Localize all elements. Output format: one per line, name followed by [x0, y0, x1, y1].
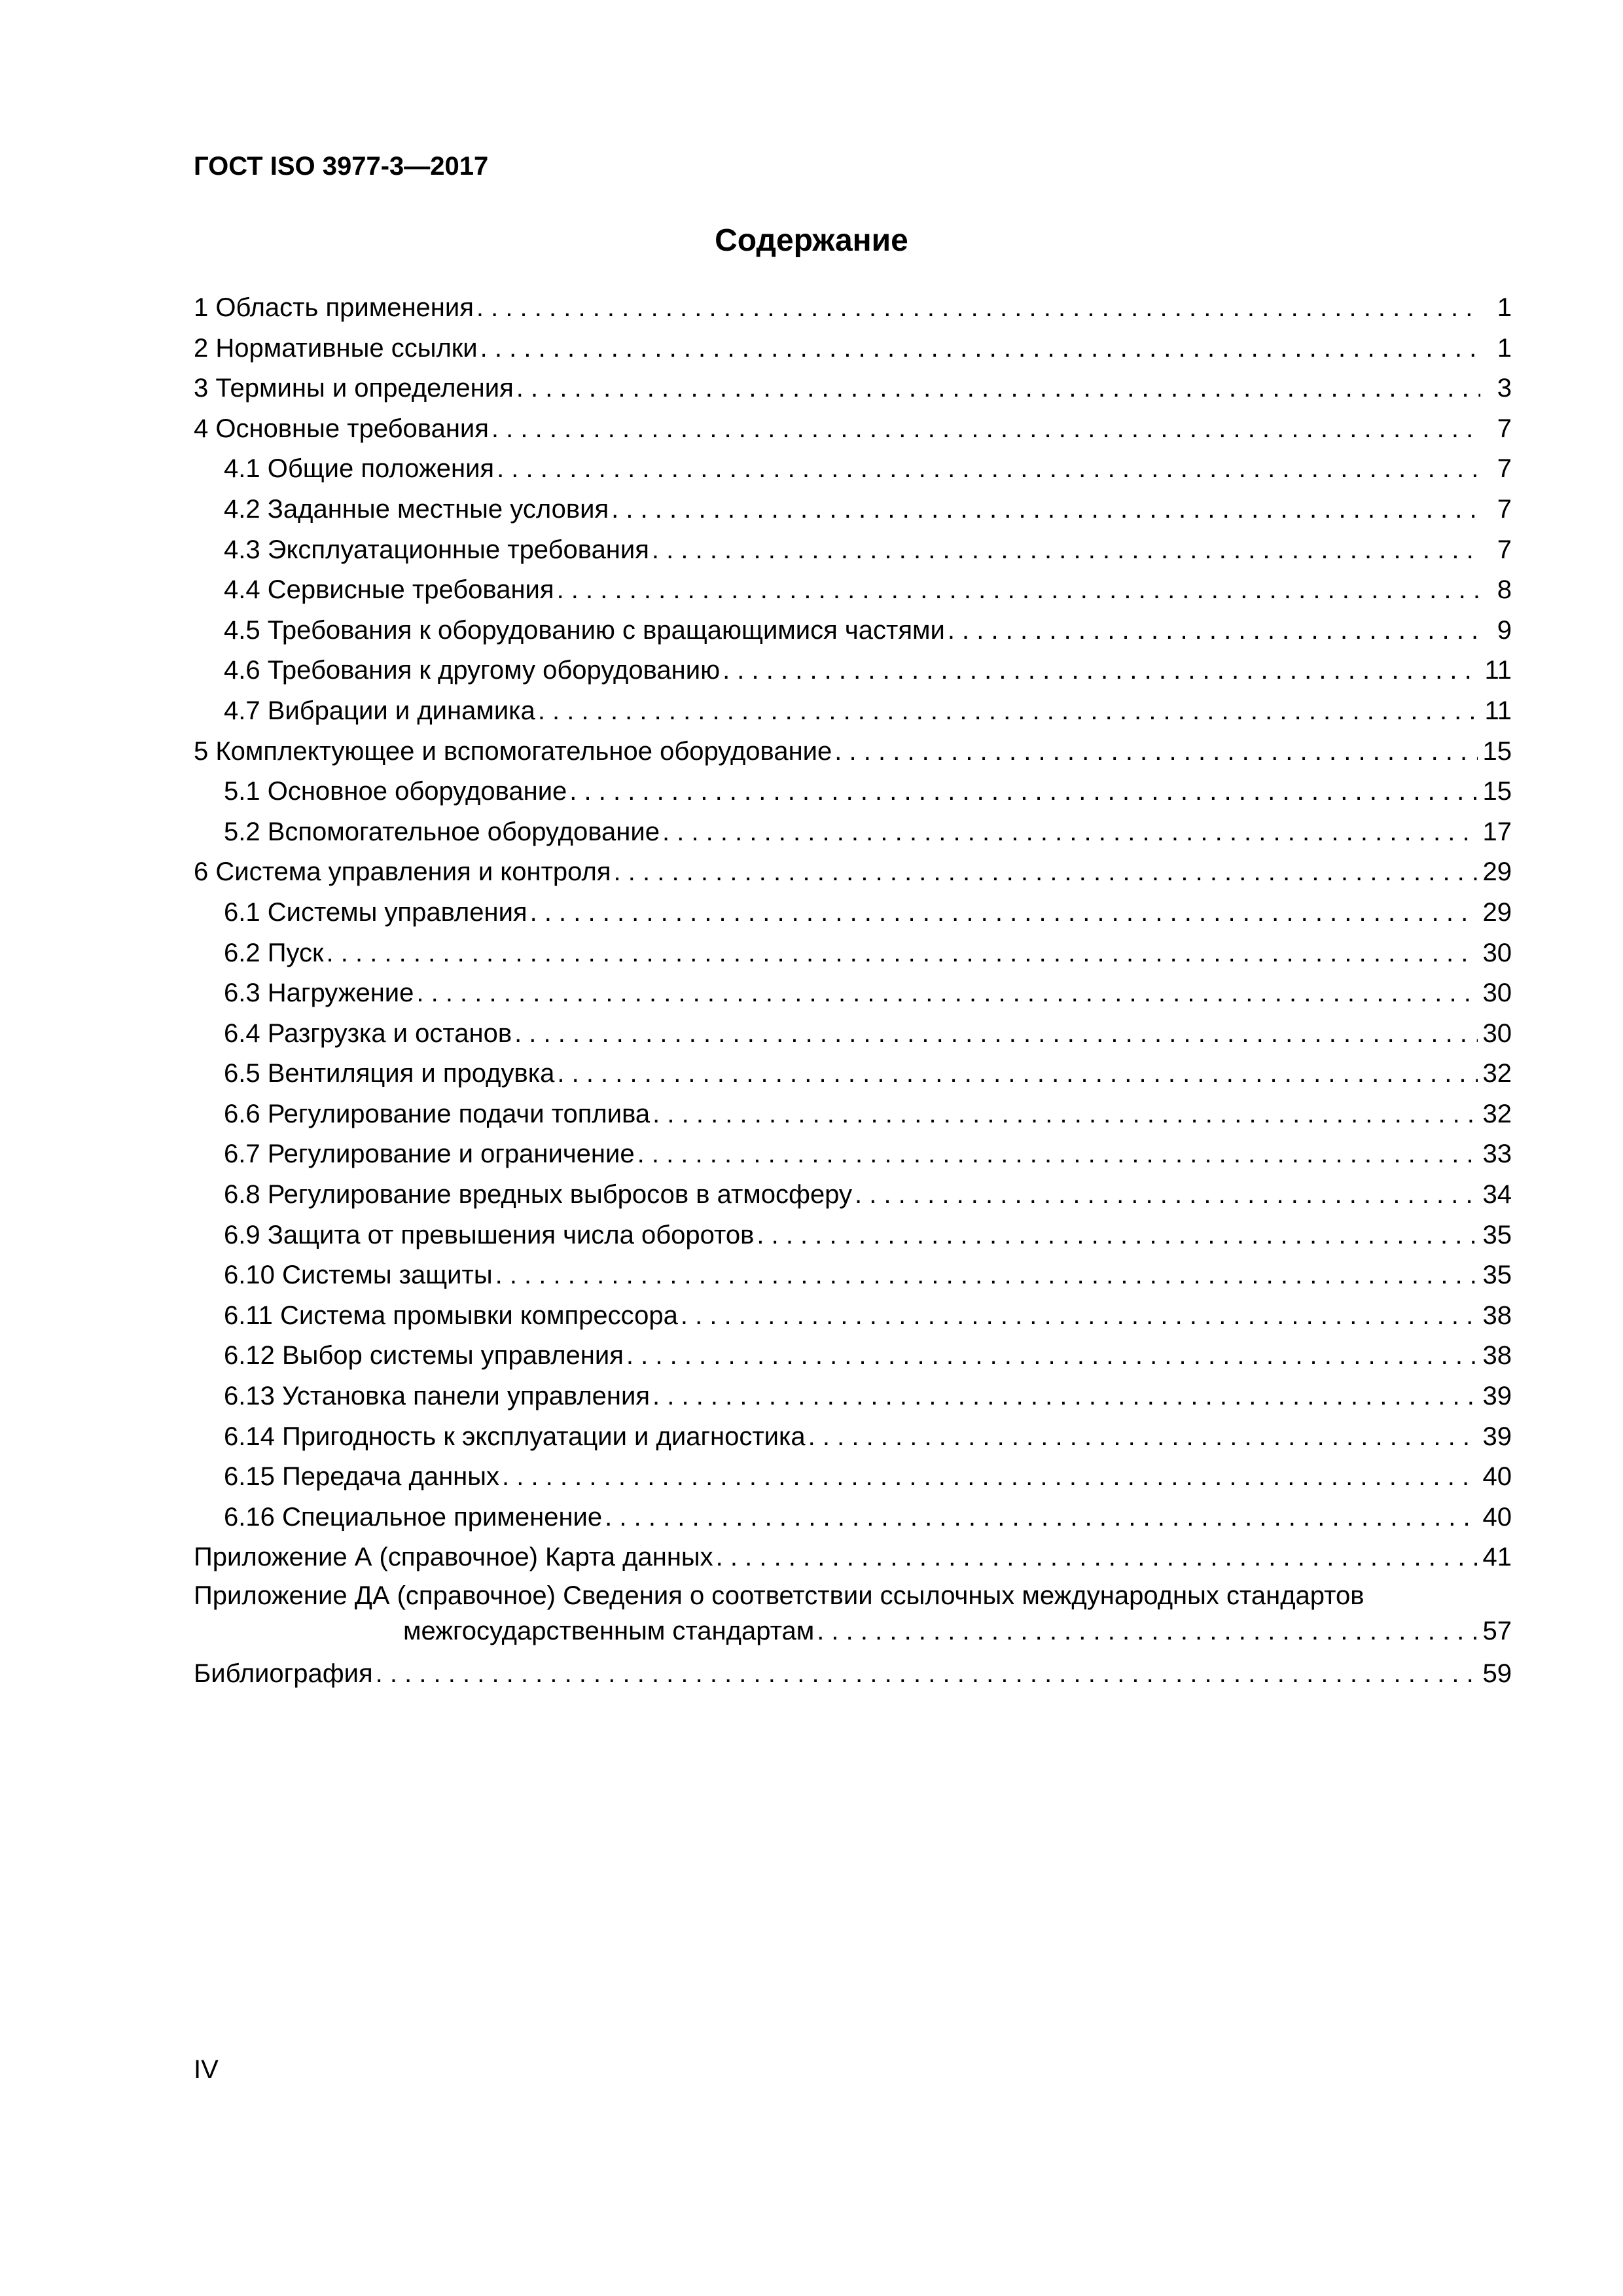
toc-leader-dots: [474, 288, 1480, 329]
toc-entry-label: 6.4 Разгрузка и останов: [224, 1018, 512, 1048]
toc-entry-page: 32: [1482, 1059, 1512, 1088]
toc-entry-label: 1 Область применения: [194, 293, 474, 322]
toc-entry[interactable]: [194, 409, 1512, 450]
toc-entry-label: 4.7 Вибрации и динамика: [224, 696, 535, 725]
toc-entry[interactable]: [194, 1417, 1512, 1458]
toc-leader-dots: [832, 732, 1477, 772]
toc-entry-page: 9: [1497, 615, 1512, 645]
toc-entry-label: 4.6 Требования к другому оборудованию: [224, 656, 721, 685]
toc-entry[interactable]: [194, 570, 1512, 611]
toc-entry-page: 8: [1497, 575, 1512, 605]
toc-entry-page: 17: [1482, 817, 1512, 846]
toc-leader-dots: [527, 893, 1478, 933]
toc-entry[interactable]: [194, 1537, 1512, 1578]
toc-entry-page: 38: [1482, 1300, 1512, 1330]
toc-entry[interactable]: [194, 732, 1512, 772]
toc-entry-label: 6.3 Нагружение: [224, 978, 414, 1008]
toc-leader-dots: [754, 1215, 1477, 1256]
toc-leader-dots: [660, 812, 1478, 853]
toc-entry-label: 6.2 Пуск: [224, 938, 324, 967]
toc-entry[interactable]: [194, 973, 1512, 1014]
toc-leader-dots: [713, 1537, 1478, 1578]
toc-entry-label-continuation: межгосударственным стандартам: [403, 1617, 815, 1645]
toc-entry[interactable]: [194, 1255, 1512, 1296]
toc-entry-page: 33: [1482, 1139, 1512, 1169]
toc-entry-page: 29: [1482, 897, 1512, 927]
toc-entry-label: 6.16 Специальное применение: [224, 1502, 603, 1532]
toc-entry[interactable]: [194, 933, 1512, 974]
toc-entry-page: 35: [1482, 1261, 1512, 1290]
toc-leader-dots: [611, 852, 1478, 893]
toc-entry-page: 7: [1497, 454, 1512, 484]
toc-leader-dots: [535, 691, 1480, 732]
page-title: Содержание: [715, 223, 908, 258]
toc-entry[interactable]: [194, 449, 1512, 490]
toc-entry[interactable]: [194, 1457, 1512, 1498]
toc-entry[interactable]: [194, 1376, 1512, 1417]
toc-entry-label: 6.13 Установка панели управления: [224, 1382, 651, 1411]
toc-entry[interactable]: [194, 288, 1512, 329]
toc-entry-label: 6.10 Системы защиты: [224, 1261, 493, 1290]
toc-leader-dots: [494, 449, 1480, 490]
toc-entry[interactable]: [194, 1654, 1512, 1695]
toc-entry-label: Приложение А (справочное) Карта данных: [194, 1543, 713, 1572]
toc-entry-label: 4.2 Заданные местные условия: [224, 494, 609, 524]
toc-entry-page: 39: [1482, 1422, 1512, 1451]
toc-leader-dots: [489, 409, 1480, 450]
toc-entry-page: 11: [1484, 656, 1512, 685]
toc-entry-label: Приложение ДА (справочное) Сведения о соответствии ссылочных международных стандартов: [194, 1581, 1364, 1610]
toc-entry-page: 38: [1482, 1341, 1512, 1371]
toc-entry[interactable]: [194, 1215, 1512, 1256]
toc-entry-page: 7: [1497, 494, 1512, 524]
toc-entry[interactable]: [194, 368, 1512, 409]
toc-entry[interactable]: [194, 691, 1512, 732]
toc-leader-dots: [554, 570, 1480, 611]
toc-entry-page: 29: [1482, 857, 1512, 887]
toc-leader-dots: [678, 1296, 1478, 1336]
toc-entry-page: 41: [1482, 1543, 1512, 1572]
toc-entry-page: 32: [1482, 1099, 1512, 1128]
toc-entry-label: 3 Термины и определения: [194, 374, 514, 403]
toc-leader-dots: [554, 1054, 1477, 1094]
toc-entry-label: 5.2 Вспомогательное оборудование: [224, 817, 660, 846]
toc-entry-label: 4.1 Общие положения: [224, 454, 495, 484]
toc-entry[interactable]: [194, 1094, 1512, 1135]
toc-entry-page: 35: [1482, 1220, 1512, 1249]
toc-entry-page: 30: [1482, 978, 1512, 1008]
toc-leader-dots: [649, 530, 1480, 571]
toc-leader-dots: [493, 1255, 1478, 1296]
toc-leader-dots: [609, 490, 1480, 530]
toc-entry-label: 6.15 Передача данных: [224, 1462, 499, 1492]
toc-entry-page: 40: [1482, 1462, 1512, 1492]
toc-leader-dots: [650, 1094, 1477, 1135]
toc-entry-label: 4.4 Сервисные требования: [224, 575, 554, 605]
toc-entry-page: 1: [1497, 333, 1512, 363]
toc-leader-dots: [478, 329, 1480, 369]
toc-leader-dots: [624, 1336, 1478, 1376]
toc-leader-dots: [852, 1175, 1478, 1215]
toc-entry-label: 6.8 Регулирование вредных выбросов в атмосферу: [224, 1180, 852, 1210]
toc-entry[interactable]: [194, 530, 1512, 571]
toc-entry[interactable]: [194, 1134, 1512, 1175]
toc-entry[interactable]: [194, 1498, 1512, 1538]
toc-leader-dots: [514, 368, 1480, 409]
toc-entry-page: 34: [1482, 1180, 1512, 1210]
toc-entry[interactable]: [194, 1175, 1512, 1215]
toc-leader-dots: [814, 1613, 1477, 1649]
document-header: ГОСТ ISO 3977-3—2017: [194, 152, 489, 181]
toc-entry-label: 6.14 Пригодность к эксплуатации и диагностика: [224, 1422, 806, 1451]
toc-entry-page: 30: [1482, 1018, 1512, 1048]
toc-entry-page: 15: [1482, 736, 1512, 766]
toc-entry-label: 6 Система управления и контроля: [194, 857, 611, 887]
toc-entry-page: 15: [1482, 777, 1512, 806]
toc-entry-page: 3: [1497, 374, 1512, 403]
toc-entry[interactable]: [194, 329, 1512, 369]
toc-leader-dots: [567, 772, 1477, 812]
toc-leader-dots: [414, 973, 1477, 1014]
toc-entry-page: 40: [1482, 1502, 1512, 1532]
toc-entry-label: 5.1 Основное оборудование: [224, 777, 567, 806]
toc-leader-dots: [373, 1654, 1478, 1695]
toc-entry-label: 6.9 Защита от превышения числа оборотов: [224, 1220, 755, 1249]
toc-entry[interactable]: [194, 812, 1512, 853]
toc-entry-page: 39: [1482, 1382, 1512, 1411]
toc-entry[interactable]: [194, 893, 1512, 933]
toc-leader-dots: [324, 933, 1478, 974]
toc-entry-label: 6.6 Регулирование подачи топлива: [224, 1099, 651, 1128]
toc-entry[interactable]: [194, 1578, 1512, 1654]
toc-entry-label: 2 Нормативные ссылки: [194, 333, 478, 363]
toc-leader-dots: [602, 1498, 1477, 1538]
toc-entry-label: 4.5 Требования к оборудованию с вращающимися частями: [224, 615, 945, 645]
toc-entry-label: 6.5 Вентиляция и продувка: [224, 1059, 555, 1088]
toc-entry-label: 6.1 Системы управления: [224, 897, 527, 927]
toc-leader-dots: [635, 1134, 1478, 1175]
toc-entry-page: 57: [1482, 1617, 1512, 1645]
toc-entry[interactable]: [194, 1336, 1512, 1376]
table-of-contents: [194, 288, 1512, 1695]
toc-entry-label: 6.7 Регулирование и ограничение: [224, 1139, 635, 1169]
toc-entry[interactable]: [194, 611, 1512, 651]
toc-leader-dots: [512, 1014, 1477, 1054]
toc-entry-page: 59: [1482, 1659, 1512, 1688]
toc-entry-page: 7: [1497, 535, 1512, 564]
toc-leader-dots: [499, 1457, 1478, 1498]
toc-entry-label: 6.12 Выбор системы управления: [224, 1341, 624, 1371]
toc-entry[interactable]: [194, 772, 1512, 812]
toc-entry-label: 4 Основные требования: [194, 414, 489, 443]
toc-leader-dots: [650, 1376, 1477, 1417]
toc-entry-page: 7: [1497, 414, 1512, 443]
toc-entry-page: 1: [1497, 293, 1512, 322]
toc-entry-page: 30: [1482, 938, 1512, 967]
toc-entry-label: 6.11 Система промывки компрессора: [224, 1300, 678, 1330]
toc-entry[interactable]: [194, 852, 1512, 893]
toc-entry[interactable]: [194, 1054, 1512, 1094]
toc-leader-dots: [806, 1417, 1478, 1458]
toc-entry[interactable]: [194, 1014, 1512, 1054]
toc-entry[interactable]: [194, 651, 1512, 691]
toc-entry-label: 4.3 Эксплуатационные требования: [224, 535, 649, 564]
toc-entry-label: Библиография: [194, 1659, 373, 1688]
toc-entry[interactable]: [194, 1296, 1512, 1336]
toc-entry[interactable]: [194, 490, 1512, 530]
toc-leader-dots: [945, 611, 1480, 651]
toc-leader-dots: [720, 651, 1479, 691]
toc-entry-label: 5 Комплектующее и вспомогательное оборудование: [194, 736, 832, 766]
page-number: IV: [194, 2055, 219, 2084]
toc-entry-page: 11: [1484, 696, 1512, 725]
